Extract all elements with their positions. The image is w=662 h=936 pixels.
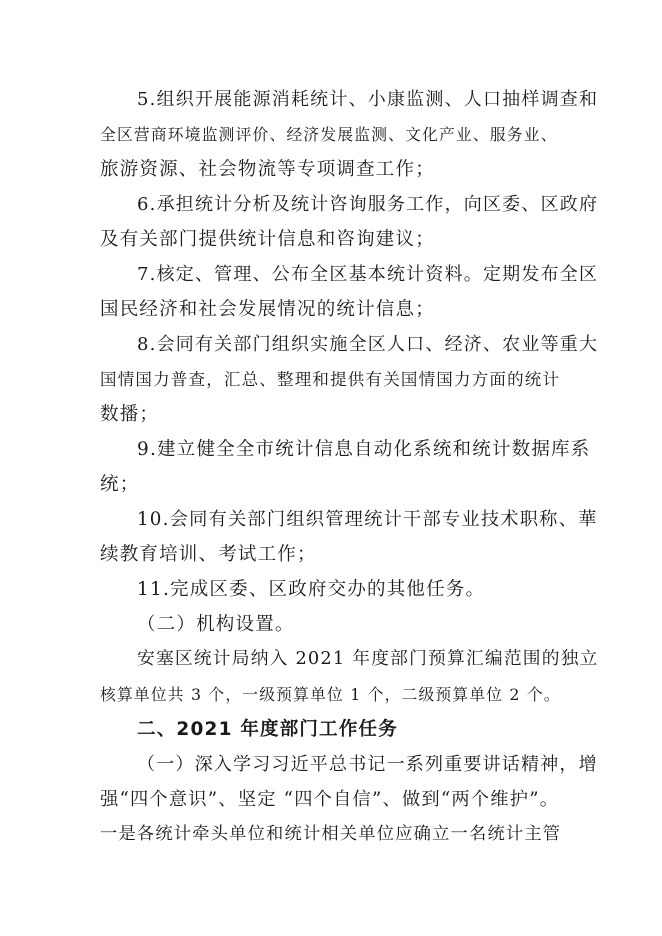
- text-line: 统；: [100, 474, 140, 495]
- text-line: 5.组织开展能源消耗统计、小康监测、人口抽样调查和: [137, 89, 599, 110]
- text-line: 一是各统计牵头单位和统计相关单位应确立一名统计主管: [100, 824, 562, 844]
- text-line: 国情国力普查，汇总、整理和提供有关国情国力方面的统计: [100, 370, 561, 389]
- text-line: 10.会同有关部门组织管理统计干部专业技术职称、華: [137, 509, 598, 530]
- text-line: 核算单位共 3 个，一级预算单位 1 个，二级预算单位 2 个。: [100, 685, 561, 704]
- text-line: 8.会同有关部门组织实施全区人口、经济、农业等重大: [137, 334, 599, 355]
- text-line: 6.承担统计分析及统计咨询服务工作，向区委、区政府: [137, 194, 599, 215]
- text-line: 国民经济和社会发展情况的统计信息；: [100, 299, 435, 320]
- text-line: 及有关部门提供统计信息和咨询建议；: [100, 229, 435, 250]
- text-line: 续教育培训、考试工作；: [100, 544, 317, 565]
- text-line: 11.完成区委、区政府交办的其他任务。: [137, 579, 486, 600]
- text-line: 强“四个意识”、坚定 “四个自信”、做到“两个维护”。: [100, 789, 560, 810]
- text-line: 数播；: [100, 404, 160, 425]
- section-heading: 二、2021 年度部门工作任务: [137, 719, 398, 740]
- text-line: 安塞区统计局纳入 2021 年度部门预算汇编范围的独立: [137, 649, 599, 669]
- text-line: 9.建立健全全市统计信息自动化系统和统计数据库系: [137, 439, 591, 460]
- text-line: 全区营商环境监测评价、经济发展监测、文化产业、服务业、: [100, 125, 558, 144]
- text-line: 旅游资源、社会物流等专项调查工作；: [100, 159, 435, 180]
- text-line: 7.核定、管理、公布全区基本统计资料。定期发布全区: [137, 264, 599, 285]
- text-line: （二）机构设置。: [137, 614, 295, 635]
- text-line: （一）深入学习习近平总书记一系列重要讲话精神，增: [137, 754, 598, 775]
